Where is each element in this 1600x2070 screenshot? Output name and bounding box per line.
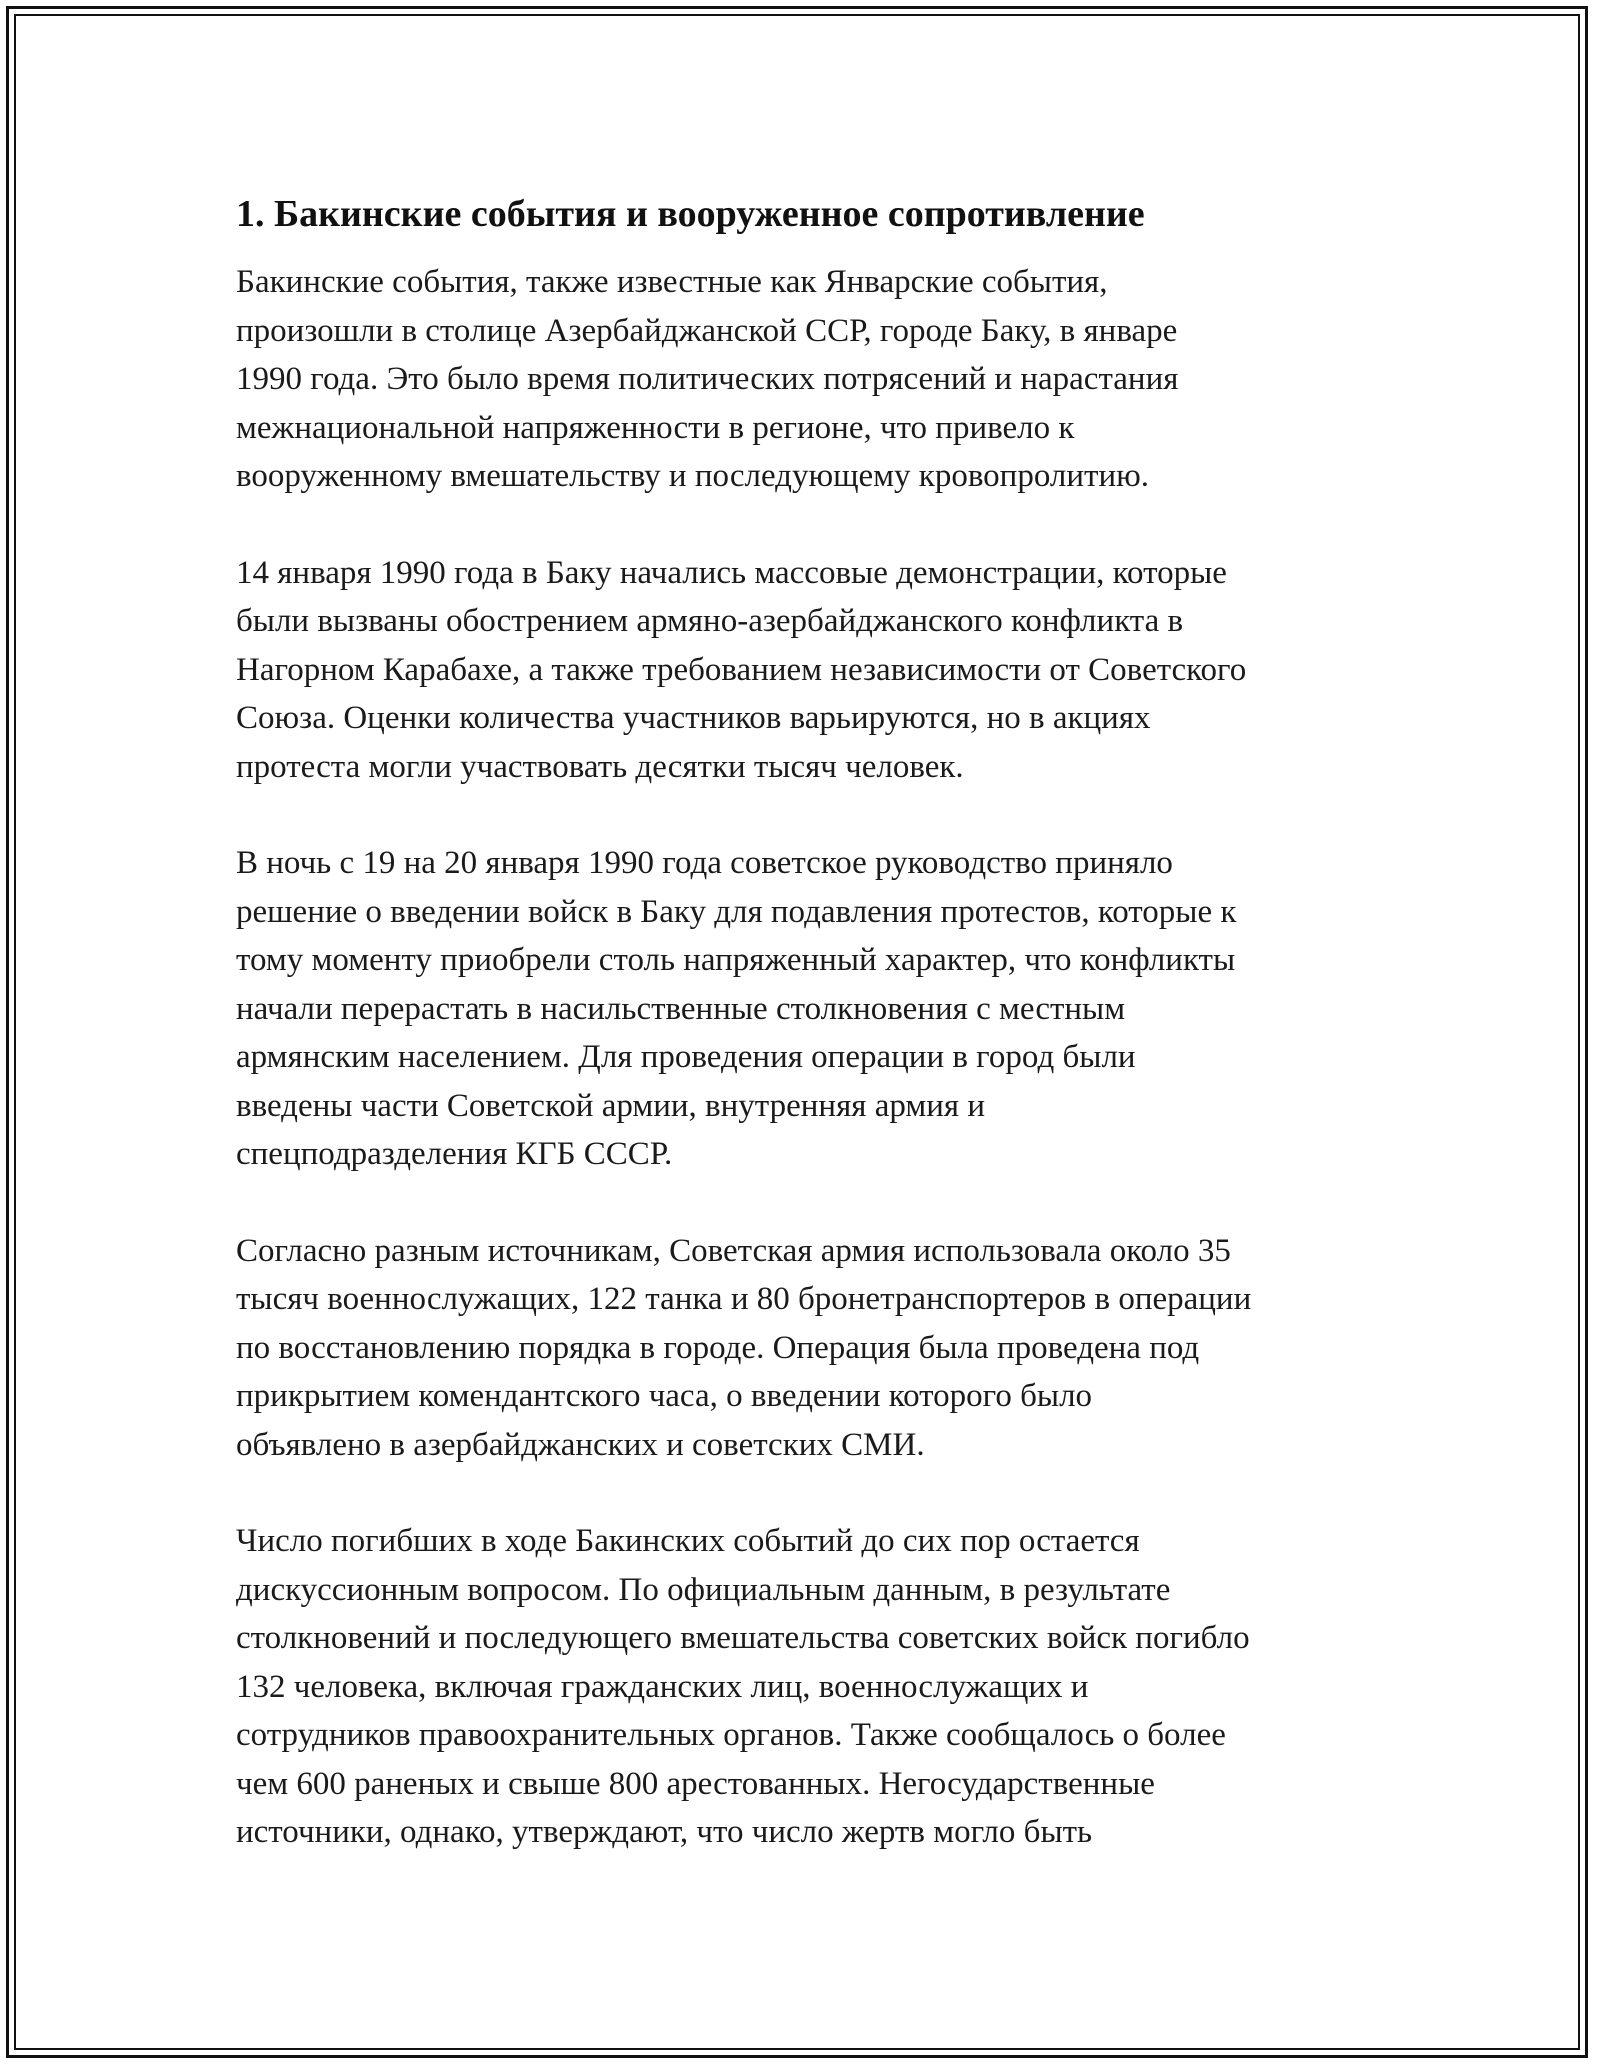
text-line: по восстановлению порядка в городе. Операция была проведена под — [236, 1329, 1200, 1366]
text-line: чем 600 раненых и свыше 800 арестованных. Негосударственные — [236, 1765, 1155, 1802]
text-line: тысяч военнослужащих, 122 танка и 80 бронетранспортеров в операции — [236, 1281, 1252, 1317]
paragraph-1 — [236, 258, 1376, 501]
text-line: источники, однако, утверждают, что число жертв могло быть — [236, 1814, 1093, 1850]
text-line: были вызваны обострением армяно-азербайджанского конфликта в — [236, 603, 1184, 639]
text-line: вооруженному вмешательству и последующему кровопролитию. — [236, 458, 1150, 494]
text-line: введены части Советской армии, внутренняя армия и — [236, 1087, 985, 1124]
text-line: столкновений и последующего вмешательства советских войск погибло — [236, 1620, 1250, 1656]
paragraph-5 — [236, 1517, 1376, 1857]
text-line: тому моменту приобрели столь напряженный характер, что конфликты — [236, 942, 1236, 978]
text-line: Согласно разным источникам, Советская армия использовала около 35 — [236, 1232, 1231, 1269]
text-line: Нагорном Карабахе, а также требованием независимости от Советского — [236, 651, 1247, 688]
text-line: прикрытием комендантского часа, о введении которого было — [236, 1378, 1093, 1414]
text-line: объявлено в азербайджанских и советских СМИ. — [236, 1426, 925, 1463]
text-line: межнациональной напряженности в регионе, что привело к — [236, 409, 1075, 446]
text-line: дискуссионным вопросом. По официальным данным, в результате — [236, 1571, 1171, 1608]
paragraph-3 — [236, 839, 1376, 1179]
text-line: решение о введении войск в Баку для подавления протестов, которые к — [236, 893, 1237, 930]
text-line: начали перерастать в насильственные столкновения с местным — [236, 990, 1126, 1027]
text-line: 14 января 1990 года в Баку начались массовые демонстрации, которые — [236, 554, 1227, 591]
text-line: армянским населением. Для проведения операции в город были — [236, 1039, 1136, 1075]
text-line: Число погибших в ходе Бакинских событий до сих пор остается — [236, 1523, 1140, 1559]
text-line: 1990 года. Это было время политических потрясений и нарастания — [236, 361, 1179, 397]
text-line: В ночь с 19 на 20 января 1990 года советское руководство приняло — [236, 845, 1173, 881]
text-line: 132 человека, включая гражданских лиц, военнослужащих и — [236, 1668, 1089, 1705]
text-line: Бакинские события, также известные как Январские события, — [236, 264, 1108, 300]
text-line: сотрудников правоохранительных органов. Также сообщалось о более — [236, 1717, 1226, 1753]
document-body — [236, 186, 1376, 1857]
text-line: произошли в столице Азербайджанской ССР, городе Баку, в январе — [236, 312, 1178, 349]
paragraph-2 — [236, 549, 1376, 792]
text-line: Союза. Оценки количества участников варьируются, но в акциях — [236, 700, 1151, 736]
paragraph-4 — [236, 1227, 1376, 1470]
text-line: протеста могли участвовать десятки тысяч человек. — [236, 748, 964, 785]
text-line: спецподразделения КГБ СССР. — [236, 1136, 673, 1172]
section-heading: 1. Бакинские события и вооруженное сопротивление — [236, 193, 1145, 235]
